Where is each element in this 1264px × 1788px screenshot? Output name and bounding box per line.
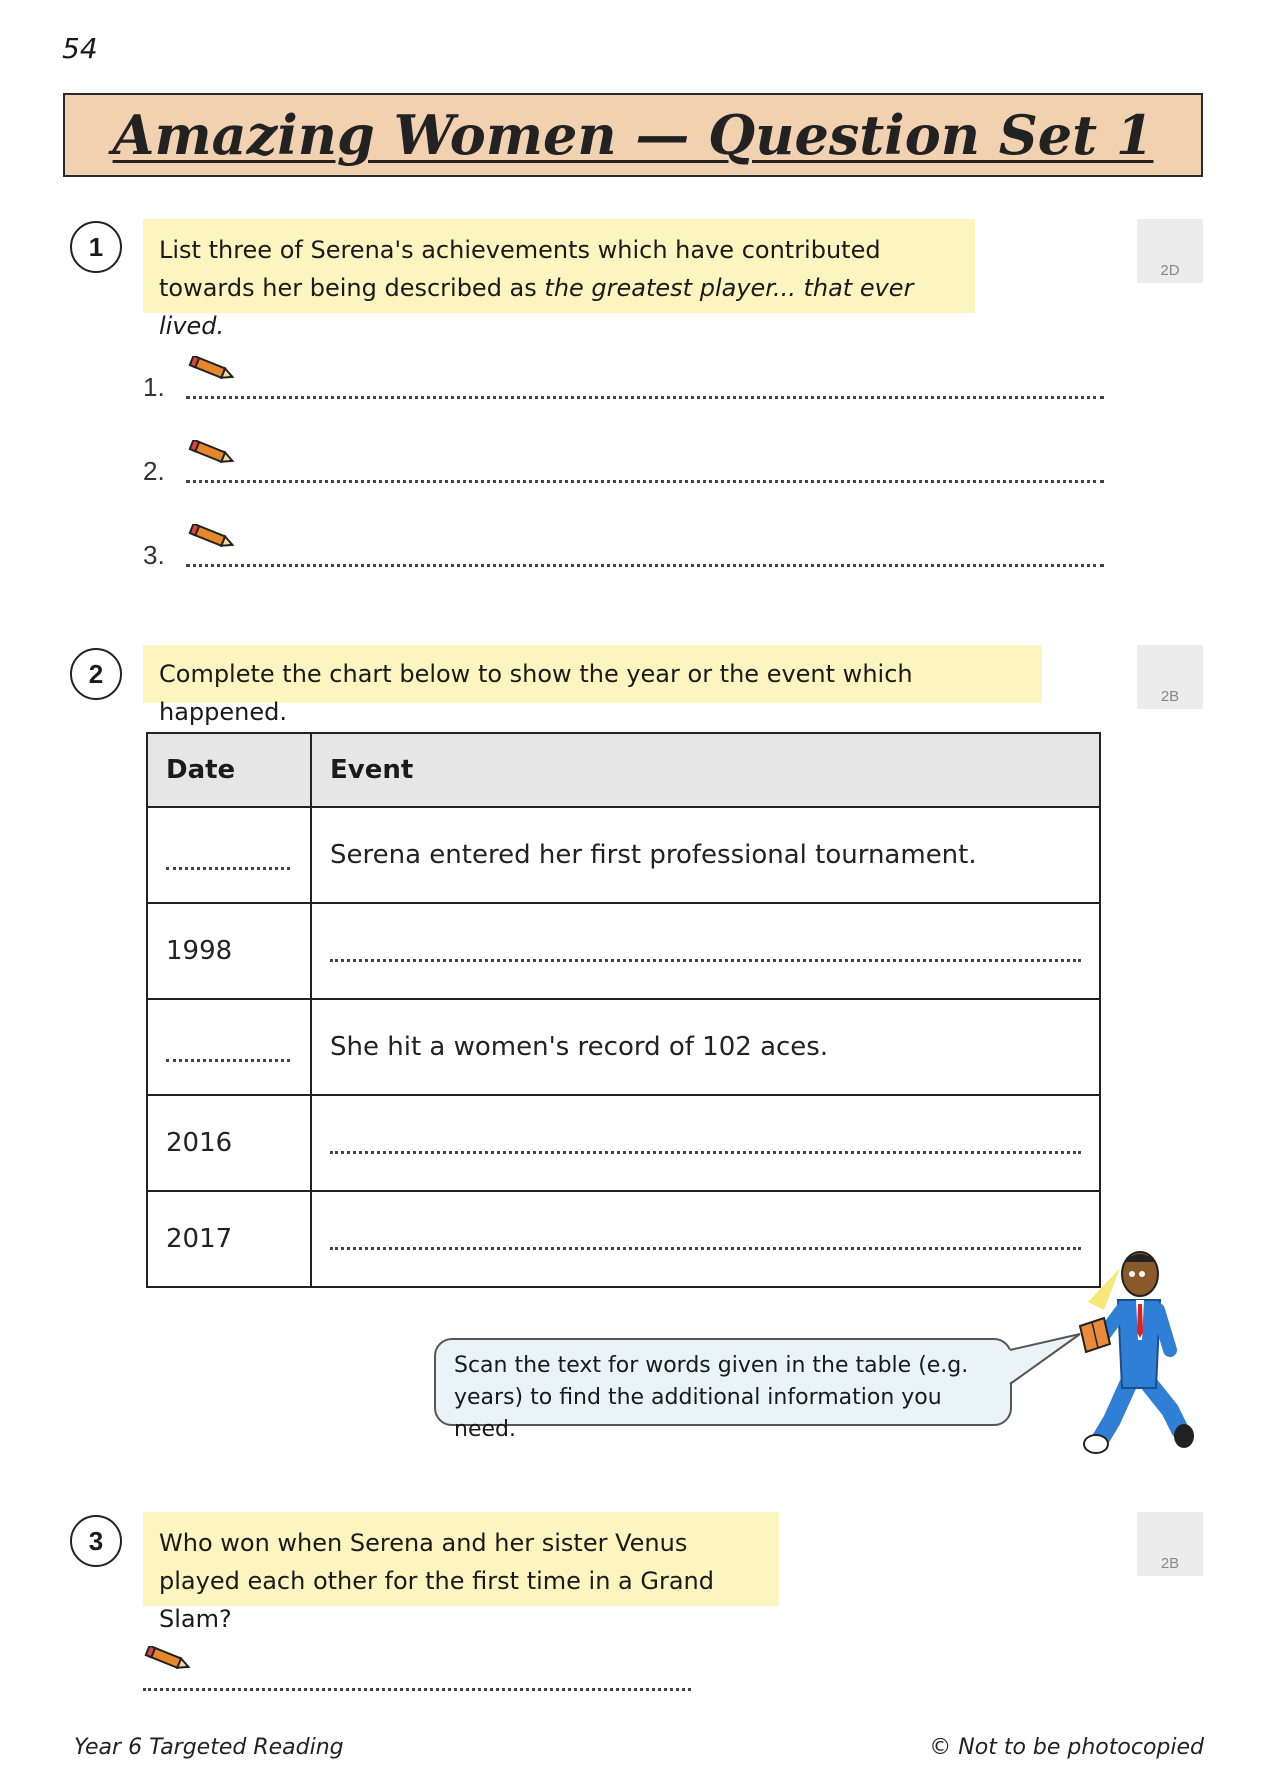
question-3-mark-code: 2B (1137, 1512, 1203, 1576)
date-cell: 2017 (147, 1191, 311, 1287)
footer-book-title: Year 6 Targeted Reading (74, 1735, 344, 1760)
event-cell-blank[interactable] (311, 1095, 1100, 1191)
title-banner (63, 93, 1203, 177)
page-title: Amazing Women — Question Set 1 (112, 103, 1154, 167)
question-2-mark-code: 2B (1137, 645, 1203, 709)
tip-speech-bubble (434, 1338, 1012, 1442)
events-table (146, 732, 1101, 1288)
table-row (147, 1095, 1100, 1191)
question-1-number: 1 (70, 221, 122, 273)
answer-2-line[interactable] (186, 480, 1104, 483)
question-3-number: 3 (70, 1515, 122, 1567)
question-2-number: 2 (70, 648, 122, 700)
tip-text: Scan the text for words given in the table (e.g. years) to find the additional information you need. (454, 1353, 969, 1442)
event-cell: Serena entered her first professional tournament. (311, 807, 1100, 903)
event-cell: She hit a women's record of 102 aces. (311, 999, 1100, 1095)
date-cell-blank[interactable] (147, 999, 311, 1095)
table-header-date: Date (147, 733, 311, 807)
question-3-text: Who won when Serena and her sister Venus played each other for the first time in a Grand Slam? (159, 1529, 714, 1633)
table-row (147, 903, 1100, 999)
question-1-quote: the greatest player... that ever lived. (159, 274, 914, 340)
question-1-box (143, 219, 975, 340)
answer-1-line[interactable] (186, 396, 1104, 399)
table-header-row (147, 733, 1100, 807)
event-cell-blank[interactable] (311, 1191, 1100, 1287)
pencil-icon (188, 524, 238, 550)
answer-3-number: 3. (143, 540, 165, 570)
date-cell: 2016 (147, 1095, 311, 1191)
table-row (147, 1191, 1100, 1287)
question-2-box (143, 645, 1042, 726)
table-row (147, 999, 1100, 1095)
question-3-box (143, 1512, 779, 1633)
footer-copyright: © Not to be photocopied (929, 1735, 1204, 1760)
answer-3-line[interactable] (186, 564, 1104, 567)
pencil-icon (188, 356, 238, 382)
date-cell-blank[interactable] (147, 807, 311, 903)
reading-man-illustration (1060, 1240, 1210, 1460)
question-1-mark-code: 2D (1137, 219, 1203, 283)
question-3-answer-line[interactable] (143, 1688, 691, 1691)
page-number: 54 (62, 32, 98, 65)
question-2-text: Complete the chart below to show the year or the event which happened. (159, 660, 913, 726)
date-cell: 1998 (147, 903, 311, 999)
answer-1-number: 1. (143, 372, 165, 402)
question-1-text: List three of Serena's achievements which have contributed towards her being described as (159, 236, 881, 302)
answer-2-number: 2. (143, 456, 165, 486)
pencil-icon (188, 440, 238, 466)
table-header-event: Event (311, 733, 1100, 807)
table-row (147, 807, 1100, 903)
pencil-icon (144, 1646, 194, 1672)
event-cell-blank[interactable] (311, 903, 1100, 999)
